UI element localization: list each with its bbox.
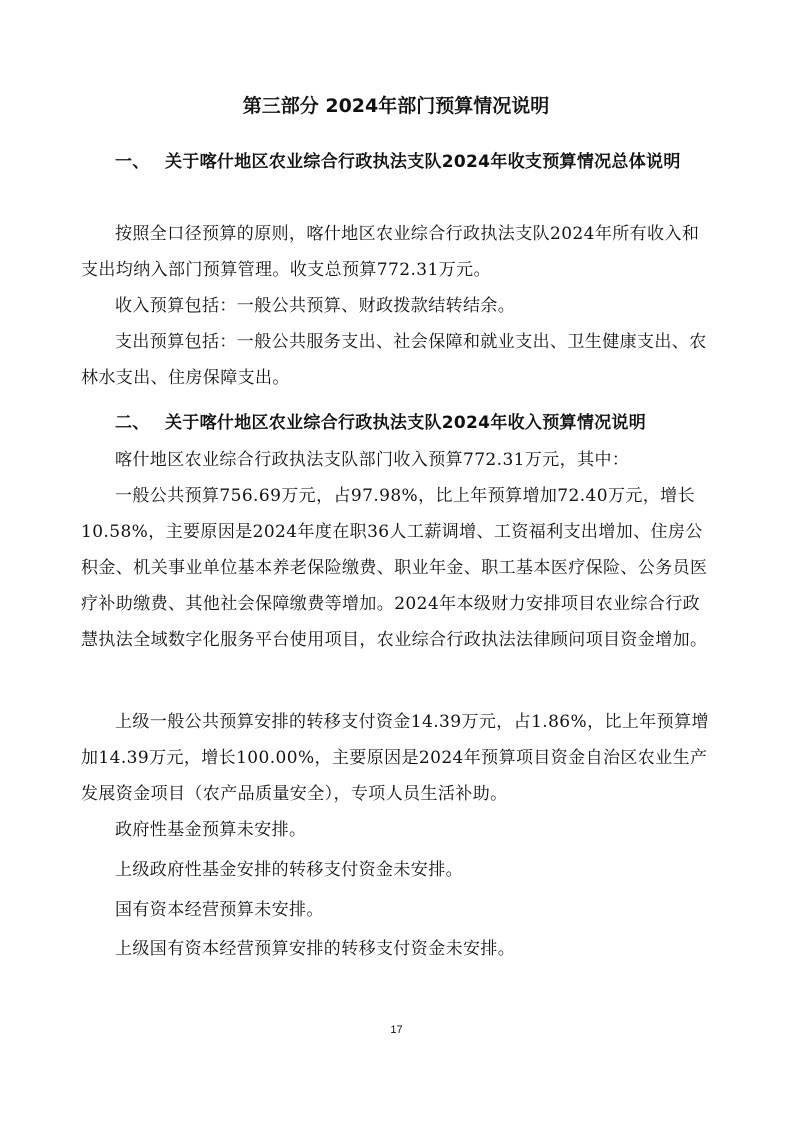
section-2-heading bbox=[81, 405, 711, 441]
section-2-number: 二、 bbox=[115, 413, 150, 433]
section-1-paragraph: 支出预算包括：一般公共服务支出、社会保障和就业支出、卫生健康支出、农林水支出、住房保障支出。 bbox=[81, 332, 707, 388]
section-2-paragraph: 喀什地区农业综合行政执法支队部门收入预算772.31万元，其中： bbox=[115, 450, 630, 470]
section-2-paragraph: 政府性基金预算未安排。 bbox=[115, 820, 307, 840]
page-title: 第三部分 2024年部门预算情况说明 bbox=[242, 95, 550, 117]
section-2-paragraph: 上级国有资本经营预算安排的转移支付资金未安排。 bbox=[115, 939, 516, 959]
section-1-paragraph: 收入预算包括：一般公共预算、财政拨款结转结余。 bbox=[115, 296, 516, 316]
section-1-heading-text: 关于喀什地区农业综合行政执法支队2024年收支预算情况总体说明 bbox=[165, 152, 681, 172]
section-2-paragraph: 国有资本经营预算未安排。 bbox=[115, 900, 324, 920]
section-2-paragraph: 上级政府性基金安排的转移支付资金未安排。 bbox=[115, 860, 463, 880]
section-1-paragraph: 按照全口径预算的原则，喀什地区农业综合行政执法支队2024年所有收入和支出均纳入部门预算管理。收支总预算772.31万元。 bbox=[81, 224, 700, 280]
section-2-paragraph: 上级一般公共预算安排的转移支付资金14.39万元，占1.86%，比上年预算增加14.39万元，增长100.00%，主要原因是2024年预算项目资金自治区农业生产发展资金项目（农产品质量安全），专项人员生活补助。 bbox=[81, 712, 709, 804]
section-1-heading bbox=[81, 144, 711, 180]
page-number: 17 bbox=[390, 1024, 403, 1036]
section-2-heading-text: 关于喀什地区农业综合行政执法支队2024年收入预算情况说明 bbox=[165, 413, 647, 433]
section-1-number: 一、 bbox=[115, 152, 150, 172]
section-2-paragraph: 一般公共预算756.69万元，占97.98%，比上年预算增加72.40万元，增长10.58%，主要原因是2024年度在职36人工薪调增、工资福利支出增加、住房公积金、机关事业单位基本养老保险缴费、职业年金、职工基本医疗保险、公务员医疗补助缴费、其他社会保障缴费等增加。2024年本级财力安排项目农业综合行政慧执法全域数字化服务平台使用项目，农业综合行政执法法律顾问项目资金增加。 bbox=[81, 486, 708, 650]
